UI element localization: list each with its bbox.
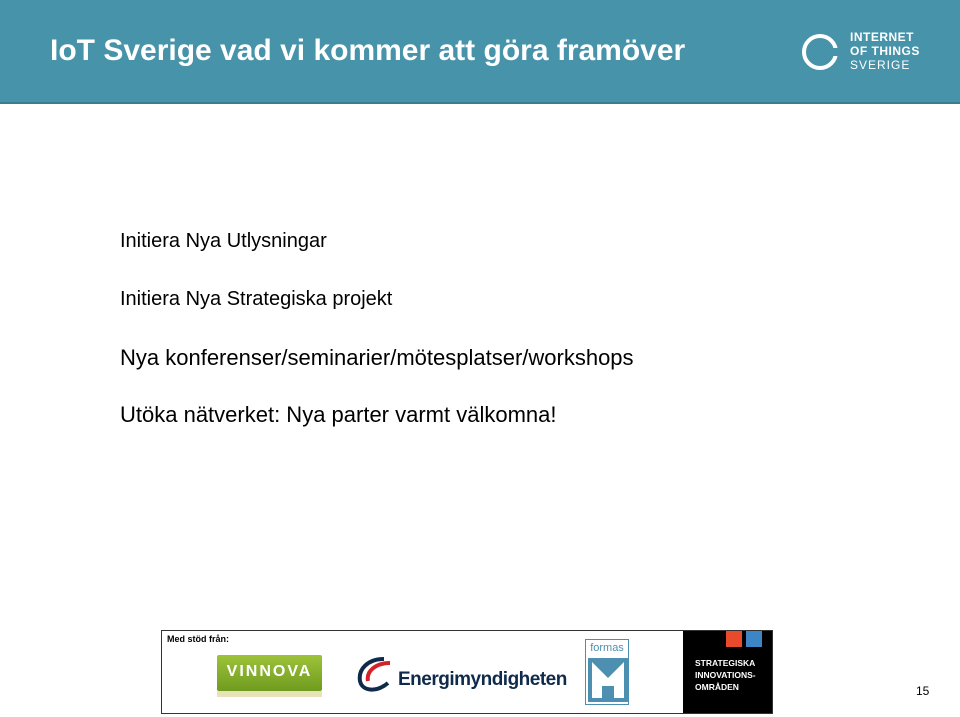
formas-logo bbox=[585, 639, 629, 705]
vinnova-logo bbox=[217, 655, 322, 691]
vinnova-logo-base bbox=[217, 691, 322, 697]
bullet-item: Initiera Nya Utlysningar bbox=[120, 230, 327, 252]
iot-logo-line3: SVERIGE bbox=[850, 58, 911, 72]
sio-logo-text bbox=[695, 657, 756, 693]
formas-emblem-icon bbox=[588, 658, 628, 702]
sio-line2: INNOVATIONS- bbox=[695, 670, 756, 680]
vinnova-logo-text: VINNOVA bbox=[226, 663, 313, 680]
sio-blue-square-icon bbox=[746, 631, 762, 647]
iot-logo-line1: INTERNET bbox=[850, 30, 914, 44]
iot-logo-line2: OF THINGS bbox=[850, 44, 920, 58]
iot-ring-icon bbox=[800, 32, 840, 72]
sio-line1: STRATEGISKA bbox=[695, 658, 756, 668]
iot-sverige-logo bbox=[798, 30, 938, 76]
formas-logo-text: formas bbox=[590, 642, 624, 654]
energimyndigheten-swoosh-icon bbox=[354, 653, 398, 697]
bullet-item: Utöka nätverket: Nya parter varmt välkomna! bbox=[120, 402, 557, 427]
page-number: 15 bbox=[916, 684, 930, 698]
sponsor-banner bbox=[161, 630, 773, 714]
bullet-item: Nya konferenser/seminarier/mötesplatser/workshops bbox=[120, 345, 634, 370]
bullet-item: Initiera Nya Strategiska projekt bbox=[120, 288, 393, 310]
energimyndigheten-logo bbox=[354, 653, 567, 697]
iot-logo-text bbox=[850, 30, 920, 72]
sio-red-square-icon bbox=[726, 631, 742, 647]
sio-line3: OMRÅDEN bbox=[695, 682, 739, 692]
slide-title: IoT Sverige vad vi kommer att göra framöver bbox=[50, 34, 686, 67]
sponsor-label: Med stöd från: bbox=[167, 634, 229, 644]
strategiska-innovationsomraden-logo bbox=[683, 631, 773, 714]
energimyndigheten-logo-text: Energimyndigheten bbox=[398, 669, 567, 690]
slide-header bbox=[0, 0, 960, 104]
